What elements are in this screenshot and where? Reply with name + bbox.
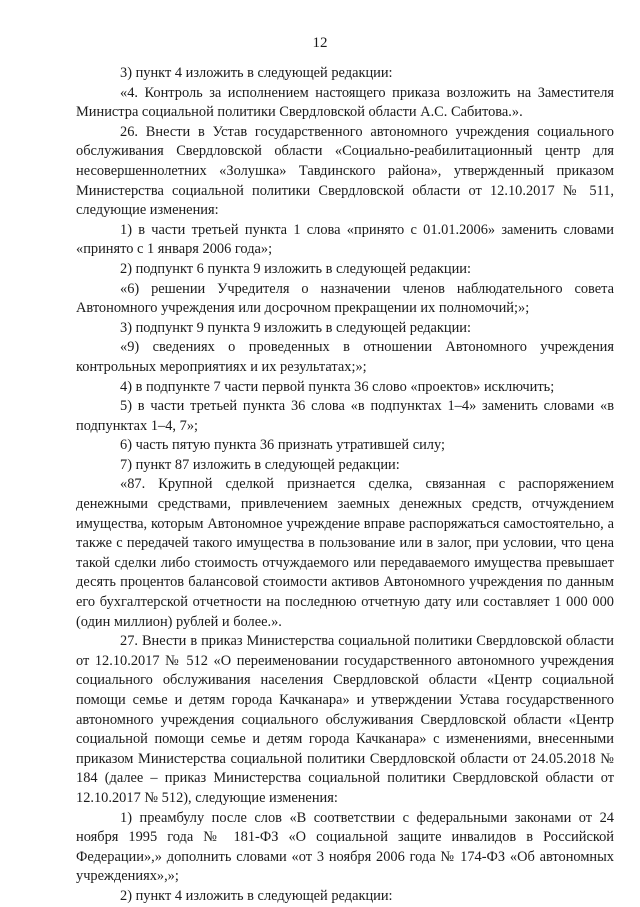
page-number: 12 [312, 35, 328, 51]
paragraph: 3) подпункт 9 пункта 9 изложить в следующей редакции: [120, 319, 471, 336]
paragraph: 5) в части третьей пункта 36 слова «в подпунктах 1–4» заменить словами «в подпунктах 1–4, 7»; [76, 398, 614, 434]
paragraph: 6) часть пятую пункта 36 признать утратившей силу; [120, 437, 445, 454]
paragraph: 1) преамбулу после слов «В соответствии с федеральными законами от 24 ноября 1995 года № 181-ФЗ «О социальной защите инвалидов в Российской Федерации»,» дополнить словами «от 3 ноября 2006 года № 174-ФЗ «Об автономных учреждениях»,»; [76, 809, 614, 885]
paragraph: 2) пункт 4 изложить в следующей редакции: [120, 887, 393, 904]
paragraph: «4. Контроль за исполнением настоящего приказа возложить на Заместителя Министра социальной политики Свердловской области А.С. Сабитова.». [76, 84, 614, 121]
paragraph: «6) решении Учредителя о назначении членов наблюдательного совета Автономного учреждения или досрочном прекращении их полномочий;»; [76, 280, 614, 317]
paragraph: 1) в части третьей пункта 1 слова «принято с 01.01.2006» заменить словами «принято с 1 января 2006 года»; [76, 221, 614, 258]
paragraph: «9) сведениях о проведенных в отношении Автономного учреждения контрольных мероприятиях и их результатах;»; [76, 339, 614, 375]
paragraph: 26. Внести в Устав государственного автономного учреждения социального обслуживания Свердловской области «Социально-реабилитационный центр для несовершеннолетних «Золушка» Тавдинского района», утвержденный приказом Министерства социальной политики Свердловской области от 12.10.2017 № 511, следующие изменения: [76, 123, 614, 219]
paragraph: 2) подпункт 6 пункта 9 изложить в следующей редакции: [120, 260, 471, 277]
paragraph: 3) пункт 4 изложить в следующей редакции: [120, 65, 393, 81]
paragraph: «87. Крупной сделкой признается сделка, связанная с распоряжением денежными средствами, привлечением заемных денежных средств, отчуждением имущества, которым Автономное учреждение вправе распоряжаться самостоятельно, а также с передачей такого имущества в пользование или в залог, при условии, что цена такой сделки либо стоимость отчуждаемого или передаваемого имущества превышает десять процентов балансовой стоимости активов Автономного учреждения по данным его бухгалтерской отчетности на последнюю отчетную дату или составляет 1 000 000 (один миллион) рублей и более.». [76, 476, 614, 630]
paragraph: 7) пункт 87 изложить в следующей редакции: [120, 456, 400, 473]
document-body [76, 64, 614, 907]
paragraph: 4) в подпункте 7 части первой пункта 36 слово «проектов» исключить; [120, 378, 555, 395]
paragraph: 27. Внести в приказ Министерства социальной политики Свердловской области от 12.10.2017 № 512 «О переименовании государственного автономного учреждения социального обслуживания населения Свердловской области «Центр социальной помощи семье и детям города Качканара» и утверждении Устава государственного автономного учреждения социального обслуживания Свердловской области «Центр социальной помощи семье и детям города Качканара» с изменениями, внесенными приказом Министерства социальной политики Свердловской области от 24.05.2018 № 184 (далее – приказ Министерства социальной политики Свердловской области от 12.10.2017 № 512), следующие изменения: [76, 633, 614, 806]
